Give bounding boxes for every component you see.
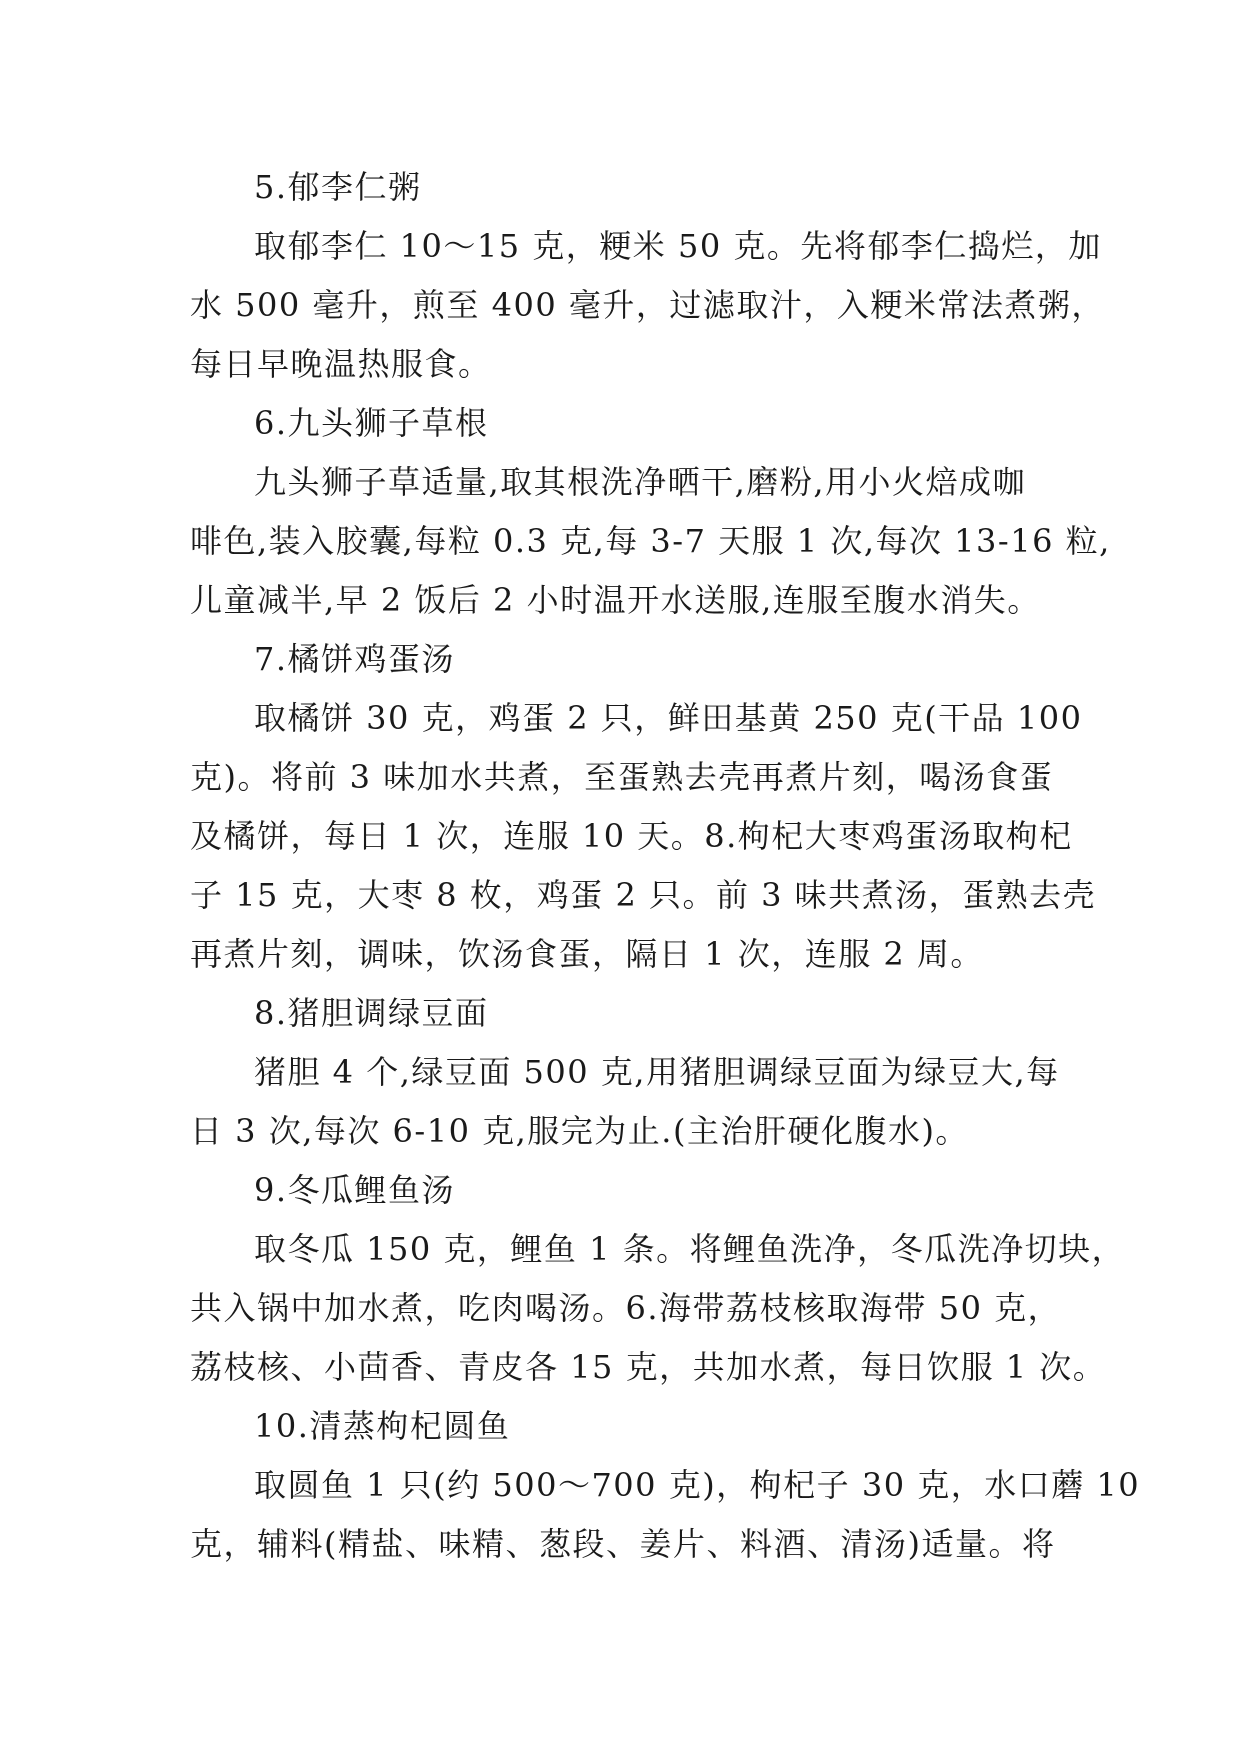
paragraph-line: 取郁李仁 10～15 克，粳米 50 克。先将郁李仁捣烂，加 — [254, 227, 1102, 265]
paragraph-line: 克)。将前 3 味加水共煮，至蛋熟去壳再煮片刻，喝汤食蛋 — [190, 758, 1054, 796]
section-heading-10: 10.清蒸枸杞圆鱼 — [254, 1407, 511, 1445]
paragraph-line: 九头狮子草适量,取其根洗净晒干,磨粉,用小火焙成咖 — [254, 463, 1027, 501]
paragraph-line: 子 15 克，大枣 8 枚，鸡蛋 2 只。前 3 味共煮汤，蛋熟去壳 — [190, 876, 1097, 914]
paragraph-line: 及橘饼，每日 1 次，连服 10 天。8.枸杞大枣鸡蛋汤取枸杞 — [190, 817, 1073, 855]
section-heading-8: 8.猪胆调绿豆面 — [254, 994, 489, 1032]
paragraph-line: 每日早晚温热服食。 — [190, 345, 492, 383]
paragraph-line: 儿童减半,早 2 饭后 2 小时温开水送服,连服至腹水消失。 — [190, 581, 1041, 619]
paragraph-line: 共入锅中加水煮，吃肉喝汤。6.海带荔枝核取海带 50 克， — [190, 1289, 1062, 1327]
paragraph-line: 取冬瓜 150 克，鲤鱼 1 条。将鲤鱼洗净，冬瓜洗净切块， — [254, 1230, 1126, 1268]
paragraph-line: 猪胆 4 个,绿豆面 500 克,用猪胆调绿豆面为绿豆大,每 — [254, 1053, 1060, 1091]
section-heading-7: 7.橘饼鸡蛋汤 — [254, 640, 456, 678]
paragraph-line: 再煮片刻，调味，饮汤食蛋，隔日 1 次，连服 2 周。 — [190, 935, 984, 973]
section-heading-6: 6.九头狮子草根 — [254, 404, 489, 442]
paragraph-line: 日 3 次,每次 6-10 克,服完为止.(主治肝硬化腹水)。 — [190, 1112, 969, 1150]
paragraph-line: 取圆鱼 1 只(约 500～700 克)，枸杞子 30 克，水口蘑 10 — [254, 1466, 1141, 1504]
section-heading-5: 5.郁李仁粥 — [254, 168, 422, 206]
paragraph-line: 啡色,装入胶囊,每粒 0.3 克,每 3-7 天服 1 次,每次 13-16 粒, — [190, 522, 1111, 560]
document-body — [190, 158, 1141, 1574]
paragraph-line: 水 500 毫升，煎至 400 毫升，过滤取汁，入粳米常法煮粥， — [190, 286, 1105, 324]
paragraph-line: 荔枝核、小茴香、青皮各 15 克，共加水煮，每日饮服 1 次。 — [190, 1348, 1107, 1386]
paragraph-line: 取橘饼 30 克，鸡蛋 2 只，鲜田基黄 250 克(干品 100 — [254, 699, 1083, 737]
section-heading-9: 9.冬瓜鲤鱼汤 — [254, 1171, 456, 1209]
paragraph-line: 克，辅料(精盐、味精、葱段、姜片、料酒、清汤)适量。将 — [190, 1525, 1056, 1563]
